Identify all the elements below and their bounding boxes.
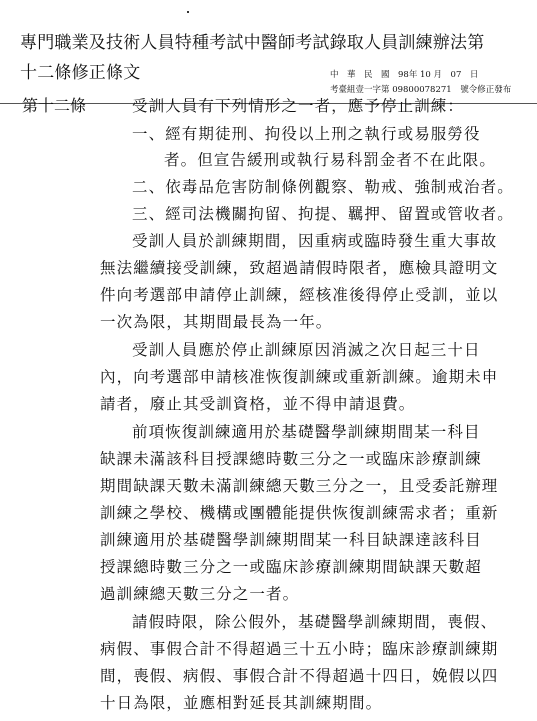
body-line: 請假時限，除公假外，基礎醫學訓練期間，喪假、 bbox=[132, 613, 498, 631]
order-reference: 考臺組壹一字第 09800078271 號令修正發布 bbox=[330, 85, 512, 95]
body-line: 請者，廢止其受訓資格，並不得申請退費。 bbox=[100, 395, 416, 413]
body-line: 期間缺課天數未滿訓練總天數三分之一，且受委託辦理 bbox=[100, 477, 499, 495]
body-line: 件向考選部申請停止訓練，經核准後得停止受訓，並以 bbox=[100, 286, 499, 304]
stray-mark bbox=[187, 11, 189, 13]
body-line: 二、依毒品危害防制條例觀察、勒戒、強制戒治者。 bbox=[132, 178, 514, 196]
body-line: 缺課未滿該科目授課總時數三分之一或臨床診療訓練 bbox=[100, 450, 482, 468]
body-line: 十日為限，並應相對延長其訓練期間。 bbox=[100, 694, 383, 712]
body-line: 者。但宣告緩刑或執行易科罰金者不在此限。 bbox=[164, 151, 497, 169]
body-line: 過訓練總天數三分之一者。 bbox=[100, 585, 300, 603]
article-number: 第十二條 bbox=[22, 96, 87, 115]
body-line: 內，向考選部申請核准恢復訓練或重新訓練。逾期未申 bbox=[100, 368, 499, 386]
body-line: 訓練適用於基礎醫學訓練期間某一科目缺課達該科目 bbox=[100, 531, 482, 549]
title-line-2: 十二條修正條文 bbox=[20, 63, 141, 83]
body-line: 前項恢復訓練適用於基礎醫學訓練期間某一科目 bbox=[132, 423, 481, 441]
body-line: 訓練之學校、機構或團體能提供恢復訓練需求者；重新 bbox=[100, 504, 499, 522]
body-line: 三、經司法機關拘留、拘提、羈押、留置或管收者。 bbox=[132, 205, 514, 223]
body-line: 一次為限，其期間最長為一年。 bbox=[100, 313, 333, 331]
body-line: 無法繼續接受訓練，致超過請假時限者，應檢具證明文 bbox=[100, 259, 499, 277]
promulgation-date: 中 華 民 國 98年 10 月 07 日 bbox=[330, 70, 479, 80]
body-line: 病假、事假合計不得超過三十五小時；臨床診療訓練期 bbox=[100, 640, 499, 658]
body-line: 受訓人員有下列情形之一者，應予停止訓練： bbox=[132, 97, 465, 115]
body-line: 間，喪假、病假、事假合計不得超過十四日，娩假以四 bbox=[100, 667, 499, 685]
body-line: 受訓人員應於停止訓練原因消滅之次日起三十日 bbox=[132, 341, 481, 359]
body-line: 授課總時數三分之一或臨床診療訓練期間缺課天數超 bbox=[100, 558, 482, 576]
body-line: 一、經有期徒刑、拘役以上刑之執行或易服勞役 bbox=[132, 125, 481, 143]
body-line: 受訓人員於訓練期間，因重病或臨時發生重大事故 bbox=[132, 232, 498, 250]
title-line-1: 專門職業及技術人員特種考試中醫師考試錄取人員訓練辦法第 bbox=[20, 33, 485, 53]
